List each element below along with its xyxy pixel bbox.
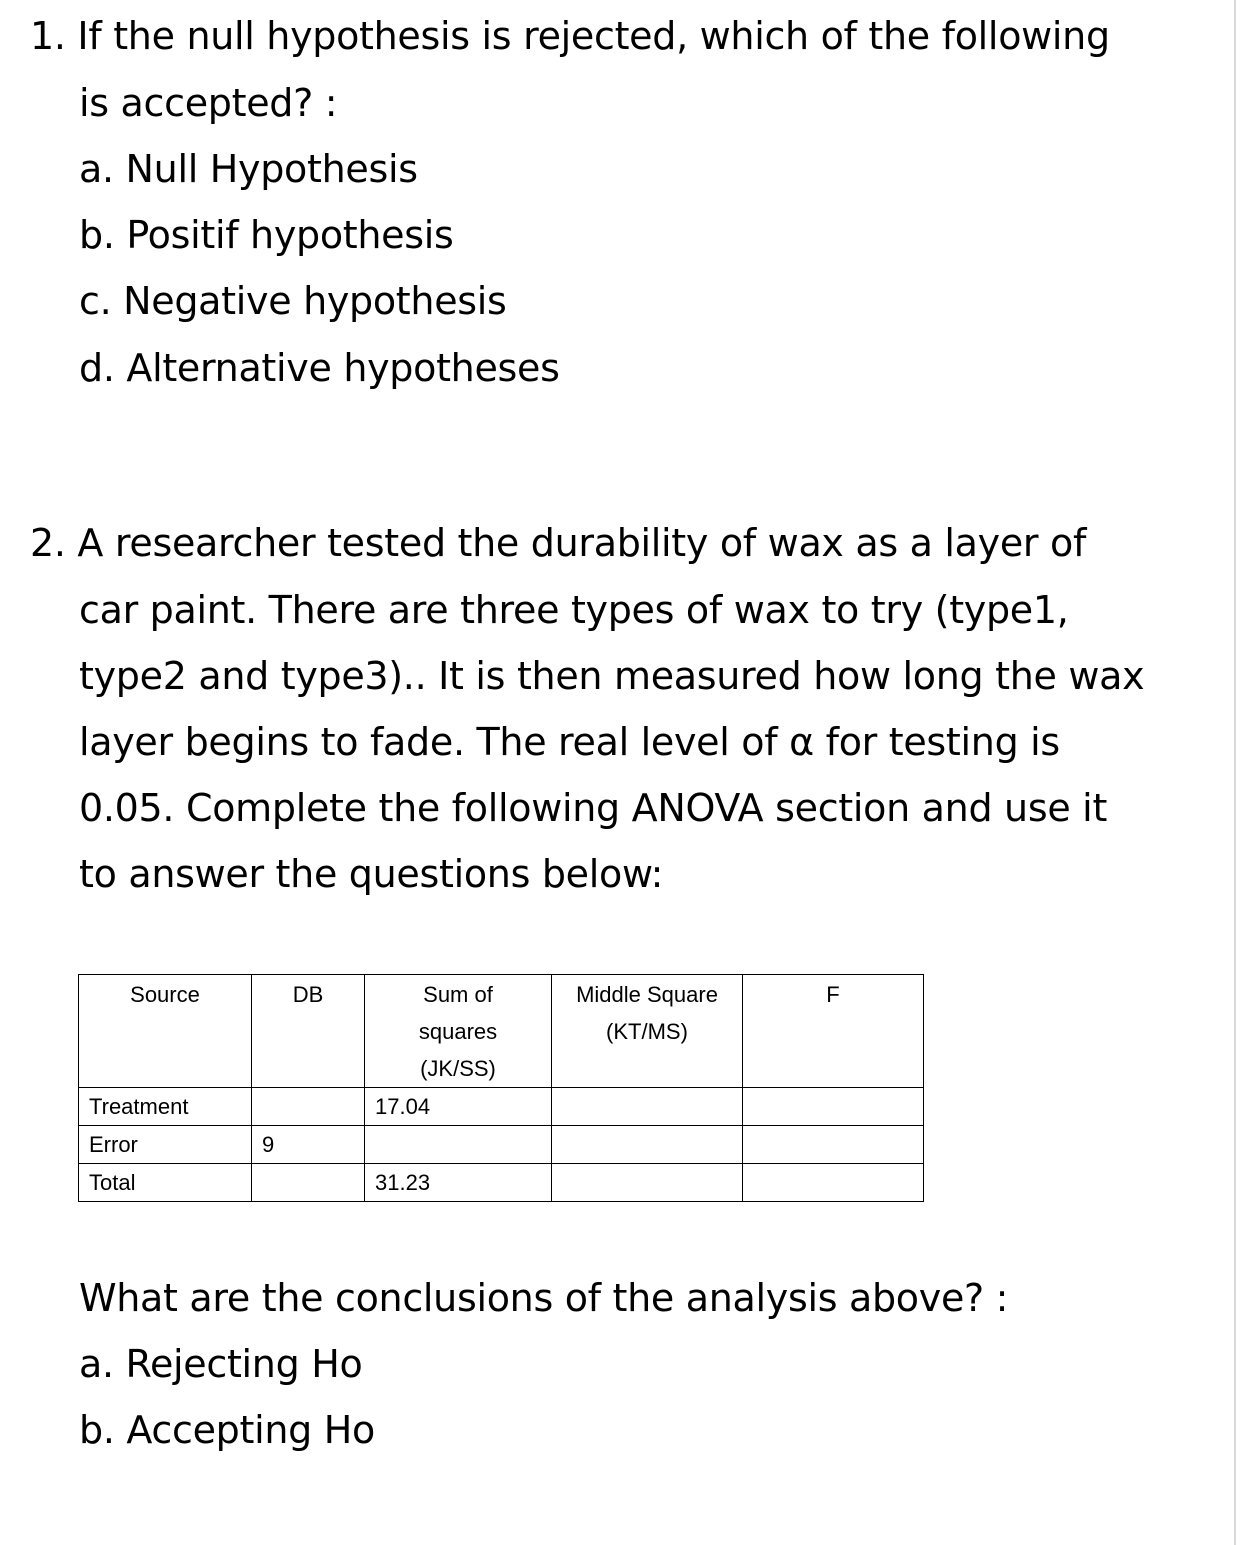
question-1-option-b: b. Positif hypothesis <box>79 213 454 257</box>
cell-total-db[interactable] <box>252 1164 365 1202</box>
header-ss-line-3: (JK/SS) <box>420 1056 496 1081</box>
question-2-line-3: type2 and type3).. It is then measured how long the wax <box>79 654 1145 698</box>
table-row-error <box>79 1126 924 1164</box>
cell-total-source: Total <box>79 1164 252 1202</box>
cell-total-ms[interactable] <box>552 1164 743 1202</box>
anova-table <box>78 974 924 1202</box>
header-middle-square <box>552 975 743 1088</box>
cell-total-f[interactable] <box>743 1164 924 1202</box>
header-ss-line-2: squares <box>418 1019 498 1044</box>
question-1-option-a: a. Null Hypothesis <box>79 147 418 191</box>
cell-total-ss: 31.23 <box>365 1164 552 1202</box>
question-2-line-2: car paint. There are three types of wax to try (type1, <box>79 588 1069 632</box>
page-edge-rule <box>1234 0 1236 1545</box>
header-ms-line-1: Middle Square <box>576 982 718 1007</box>
cell-error-db: 9 <box>252 1126 365 1164</box>
question-1-line-1: 1. If the null hypothesis is rejected, which of the following <box>30 14 1110 58</box>
cell-error-f[interactable] <box>743 1126 924 1164</box>
cell-treatment-db[interactable] <box>252 1088 365 1126</box>
question-2-line-6: to answer the questions below: <box>79 852 664 896</box>
cell-treatment-ss: 17.04 <box>365 1088 552 1126</box>
table-row-treatment <box>79 1088 924 1126</box>
header-db: DB <box>252 975 365 1088</box>
cell-treatment-f[interactable] <box>743 1088 924 1126</box>
cell-error-source: Error <box>79 1126 252 1164</box>
conclusion-option-b: b. Accepting Ho <box>79 1408 375 1452</box>
header-ss-line-1: Sum of <box>423 982 493 1007</box>
conclusion-option-a: a. Rejecting Ho <box>79 1342 363 1386</box>
question-2-line-4: layer begins to fade. The real level of α for testing is <box>79 720 1060 764</box>
cell-treatment-source: Treatment <box>79 1088 252 1126</box>
header-ms-line-2: (KT/MS) <box>606 1019 688 1044</box>
cell-error-ms[interactable] <box>552 1126 743 1164</box>
header-sum-of-squares <box>365 975 552 1088</box>
conclusion-prompt: What are the conclusions of the analysis above? : <box>79 1276 1009 1320</box>
anova-header-row <box>79 975 924 1088</box>
question-2-line-5: 0.05. Complete the following ANOVA section and use it <box>79 786 1108 830</box>
cell-treatment-ms[interactable] <box>552 1088 743 1126</box>
question-1-option-d: d. Alternative hypotheses <box>79 346 560 390</box>
header-source: Source <box>79 975 252 1088</box>
question-1-option-c: c. Negative hypothesis <box>79 279 507 323</box>
cell-error-ss[interactable] <box>365 1126 552 1164</box>
question-1-line-2: is accepted? : <box>79 81 338 125</box>
header-f: F <box>743 975 924 1088</box>
table-row-total <box>79 1164 924 1202</box>
question-2-line-1: 2. A researcher tested the durability of wax as a layer of <box>30 521 1087 565</box>
